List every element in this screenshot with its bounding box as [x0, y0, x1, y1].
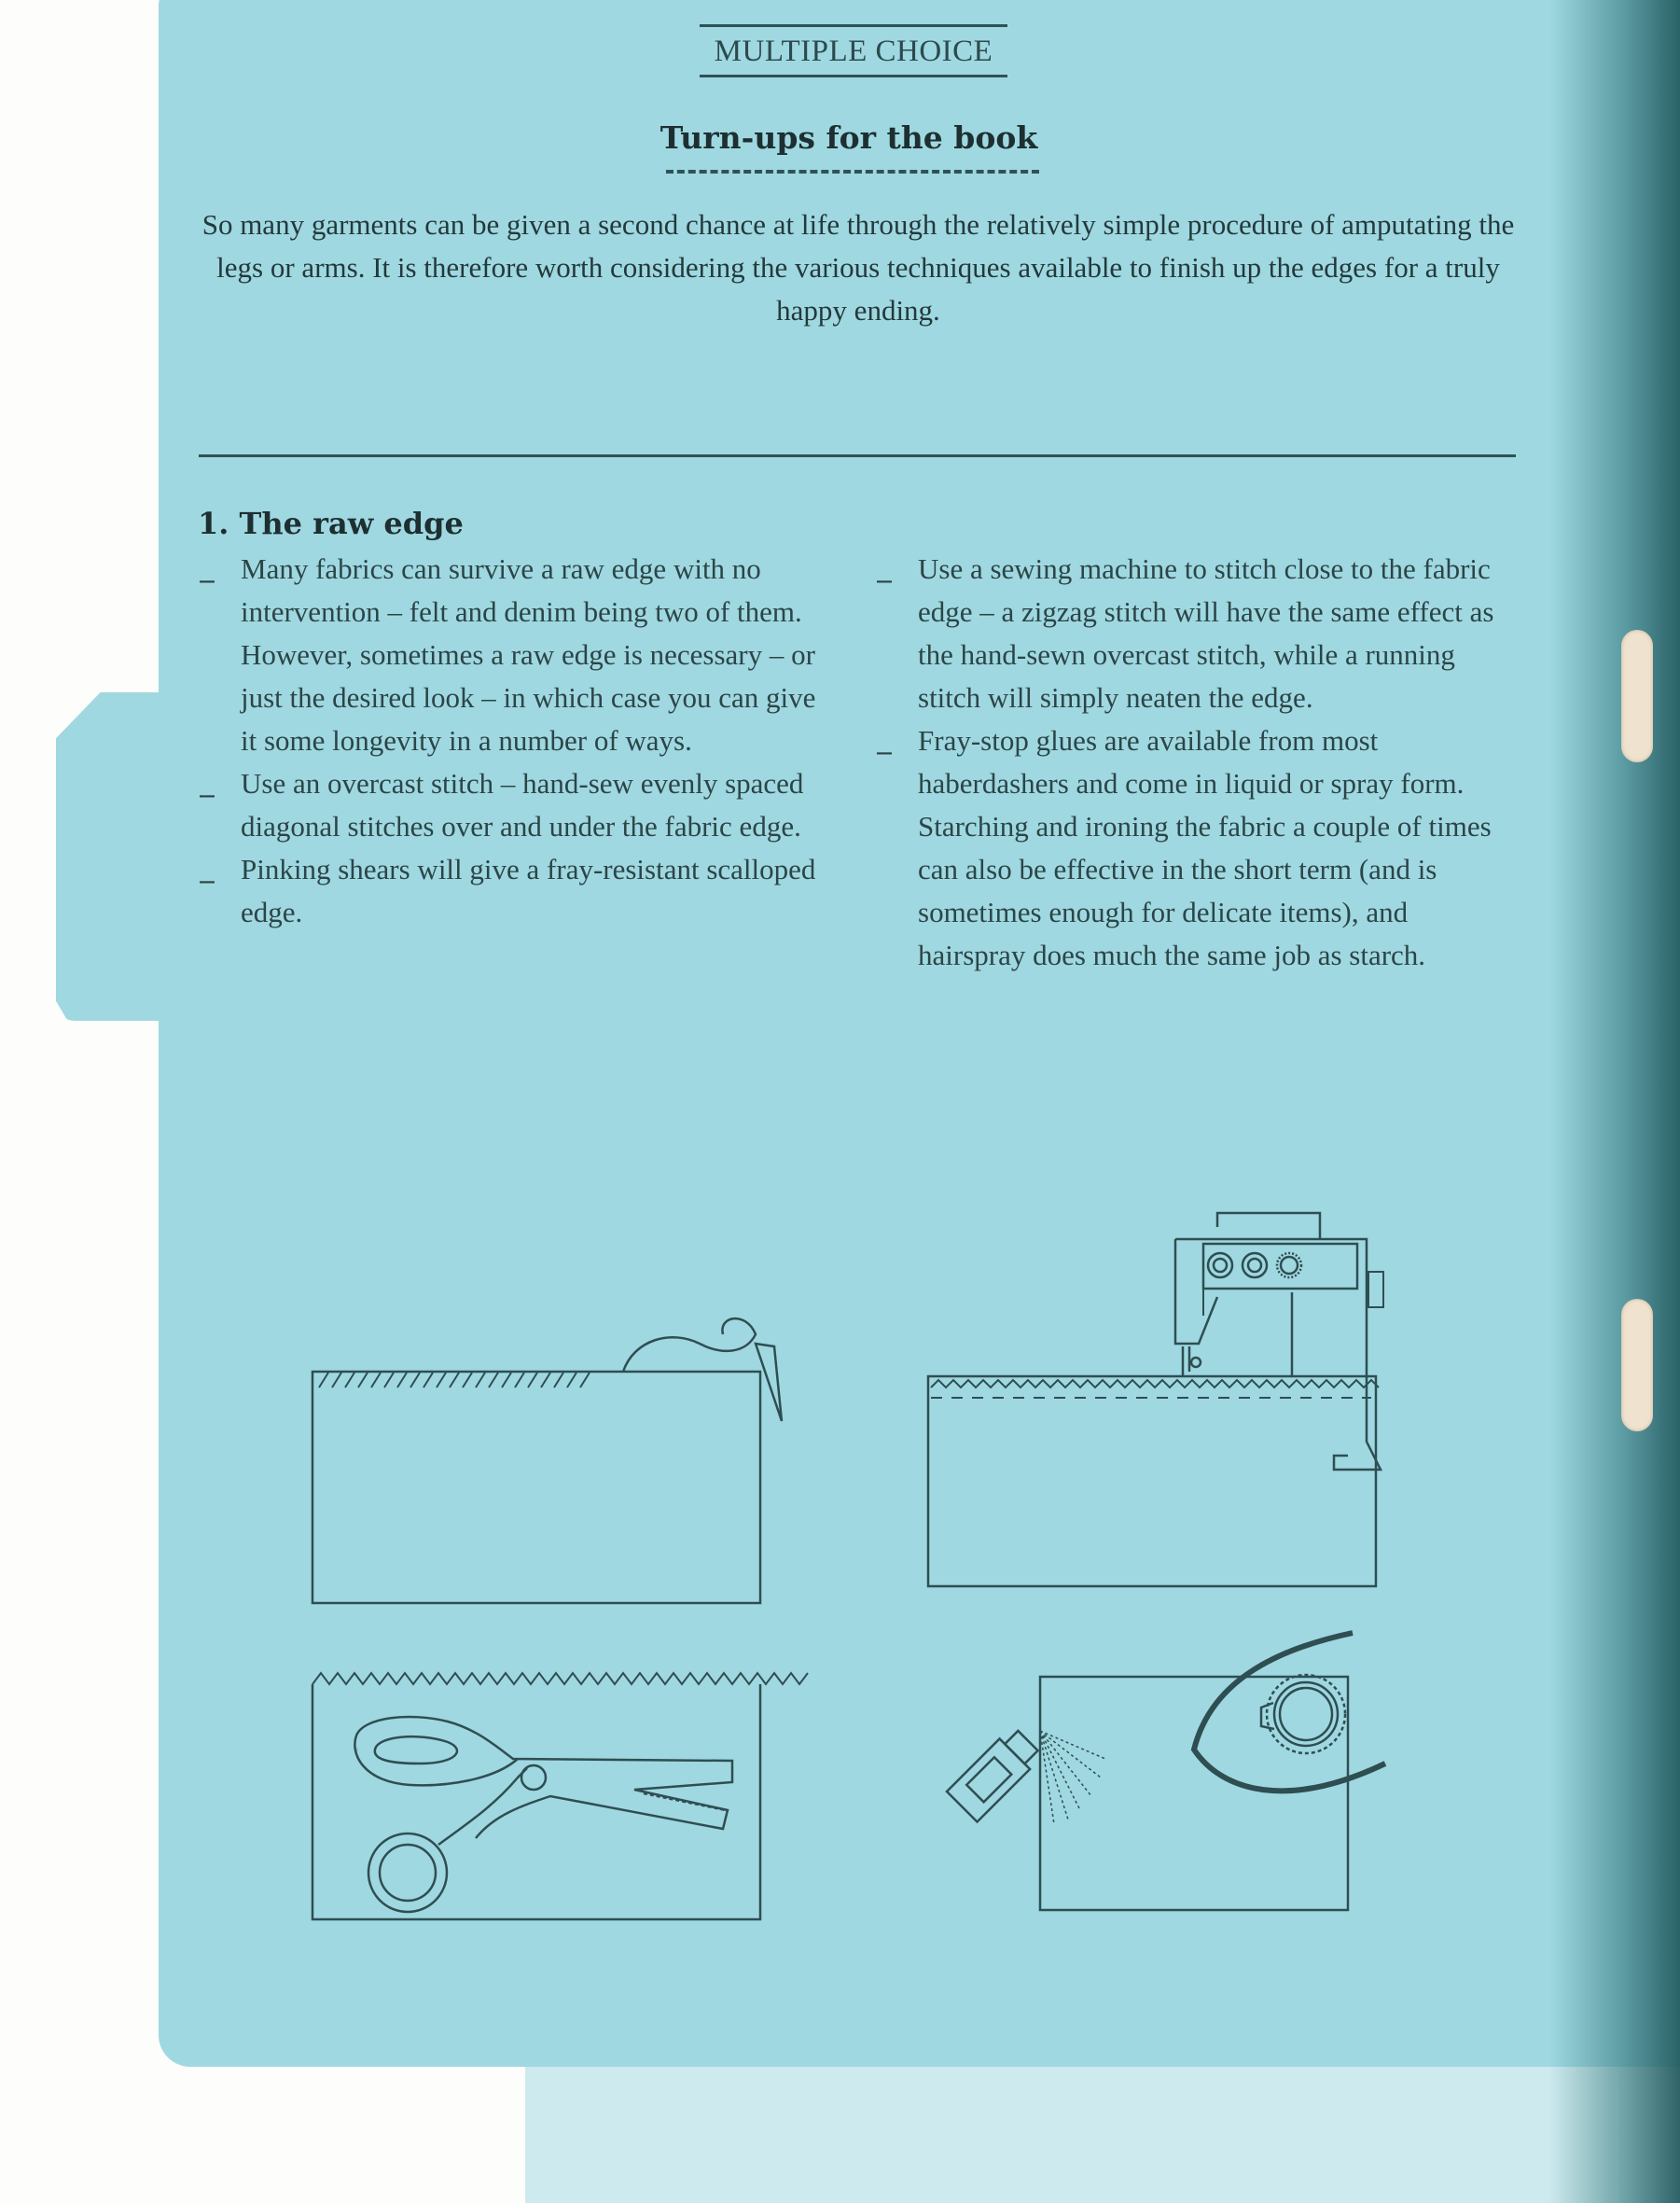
- intro-paragraph: So many garments can be given a second chance at life through the relatively simple procedure of amputating the legs or arms. It is therefore worth considering the various techniques available to finish up the edges for a truly happy ending.: [201, 208, 1515, 327]
- dash-bullet-icon: _: [200, 767, 215, 800]
- list-item: [873, 548, 1517, 719]
- list-item-text: Use an overcast stitch – hand-sew evenly spaced diagonal stitches over and under the fabric edge.: [241, 767, 804, 843]
- list-item: [873, 719, 1517, 977]
- right-column: [873, 548, 1517, 977]
- list-item-text: Pinking shears will give a fray-resistant scalloped edge.: [241, 853, 816, 928]
- list-item: [196, 548, 830, 762]
- list-item: [196, 848, 830, 934]
- section-heading: 1. The raw edge: [198, 506, 464, 541]
- list-item-text: Fray-stop glues are available from most haberdashers and come in liquid or spray form. Starching and ironing the fabric a couple of times can also be effective in the short term (and is sometimes enough for delicate items), and hairspray does much the same job as starch.: [918, 724, 1492, 971]
- list-item-text: Use a sewing machine to stitch close to the fabric edge – a zigzag stitch will have the same effect as the hand-sewn overcast stitch, while a running stitch will simply neaten the edge.: [918, 552, 1494, 714]
- left-column: [196, 548, 830, 934]
- list-item-text: Many fabrics can survive a raw edge with no intervention – felt and denim being two of them. However, sometimes a raw edge is necessary – or just the desired look – in which case you can give it some longevity in a number of ways.: [241, 552, 816, 757]
- dash-bullet-icon: _: [877, 552, 892, 585]
- sewing-machine-zigzag-icon: [923, 1208, 1455, 1610]
- section-label: MULTIPLE CHOICE: [700, 24, 1007, 77]
- dash-bullet-icon: _: [200, 853, 215, 885]
- page-spine-shadow: [1549, 0, 1680, 2203]
- binder-hole: [1621, 1299, 1653, 1431]
- dash-bullet-icon: _: [200, 552, 215, 585]
- divider: [199, 454, 1516, 457]
- title-underline: [666, 170, 1039, 174]
- pinking-shears-icon: [308, 1666, 784, 1927]
- dash-bullet-icon: _: [877, 724, 892, 757]
- binder-hole: [1621, 630, 1653, 762]
- needle-overcast-stitch-icon: [308, 1302, 830, 1619]
- page-title: Turn-ups for the book: [660, 119, 1038, 156]
- list-item: [196, 762, 830, 848]
- spray-and-iron-icon: [914, 1628, 1418, 1917]
